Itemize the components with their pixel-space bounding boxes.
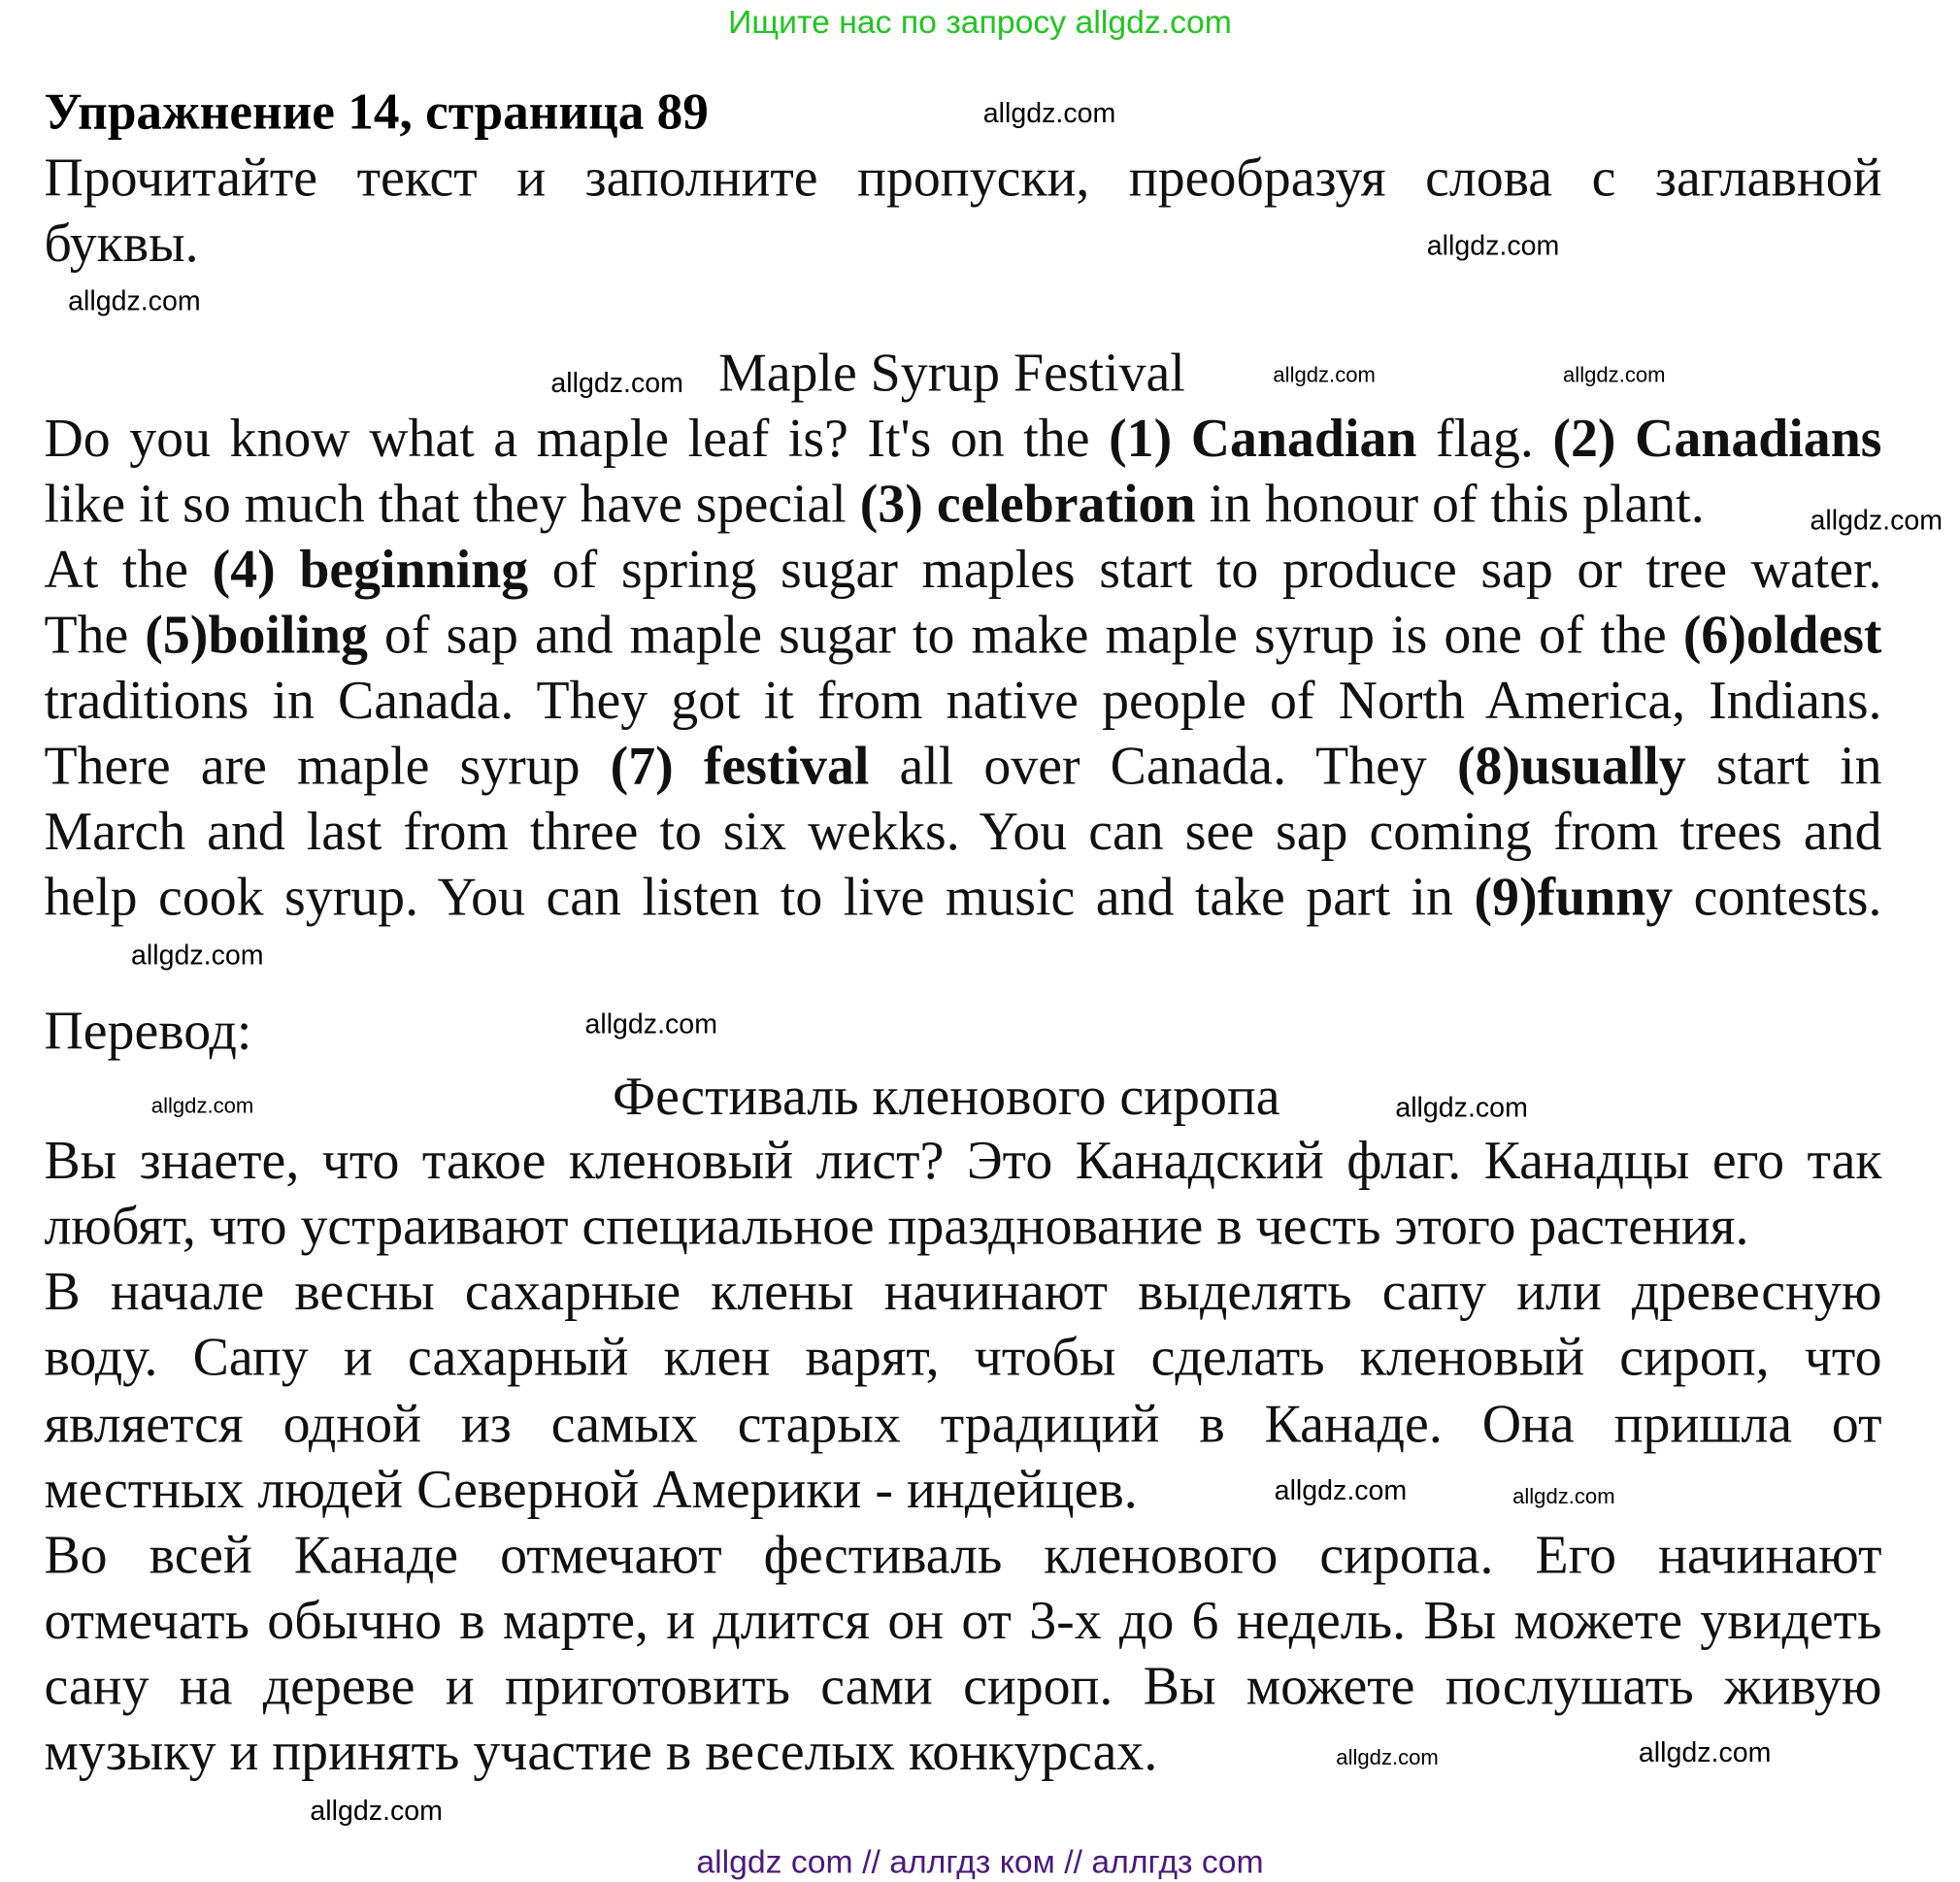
- text-segment: любят, что устраивают специальное празднование в честь этого растения.: [44, 1197, 1749, 1257]
- text-segment: В начале весны сахарные клены начинают выделять сапу или древесную: [44, 1262, 1882, 1323]
- english-line: [44, 604, 1881, 670]
- russian-heading: Фестиваль кленового сиропа: [613, 1067, 1280, 1127]
- english-line: [44, 473, 1704, 539]
- russian-line: [44, 1524, 1881, 1590]
- text-segment: музыку и принять участие в веселых конкурсах.: [44, 1722, 1158, 1782]
- russian-line: [44, 1326, 1881, 1392]
- answer-word: (1) Canadian: [1109, 409, 1417, 470]
- text-segment: like it so much that they have special: [44, 475, 860, 535]
- text-segment: of sap and maple sugar to make maple syrup is one of the: [367, 606, 1683, 666]
- english-line: [44, 669, 1881, 735]
- watermark: allgdz.com: [1274, 1474, 1408, 1506]
- watermark: allgdz.com: [1273, 362, 1376, 387]
- text-segment: является одной из самых старых традиций в Канаде. Она пришла от: [44, 1395, 1882, 1455]
- text-segment: At the: [44, 541, 213, 601]
- text-segment: отмечать обычно в марте, и длится он от 3-х до 6 недель. Вы можете увидеть: [44, 1591, 1882, 1651]
- text-segment: start in: [1685, 737, 1882, 797]
- russian-line: [44, 1458, 1137, 1524]
- watermark: allgdz.com: [1512, 1484, 1615, 1509]
- english-line: [44, 866, 1881, 932]
- text-segment: буквы.: [44, 214, 199, 274]
- watermark: allgdz.com: [68, 284, 201, 316]
- answer-word: (6)oldest: [1682, 606, 1882, 666]
- text-segment: traditions in Canada. They got it from native people of North America, Indians.: [44, 672, 1882, 732]
- answer-word: (7) festival: [610, 737, 870, 797]
- answer-word: (2) Canadians: [1552, 409, 1882, 470]
- text-segment: сану на дереве и приготовить сами сироп. Вы можете послушать живую: [44, 1657, 1882, 1717]
- watermark: allgdz.com: [1563, 362, 1666, 387]
- watermark: allgdz.com: [1638, 1736, 1772, 1768]
- watermark: allgdz.com: [1810, 504, 1943, 536]
- watermark: allgdz.com: [131, 939, 264, 971]
- russian-line: [44, 1393, 1881, 1459]
- footer-banner-link[interactable]: allgdz com // аллгдз ком // аллгдз com: [696, 1842, 1264, 1881]
- text-segment: The: [44, 606, 146, 666]
- text-segment: in honour of this plant.: [1195, 475, 1705, 535]
- text-segment: help cook syrup. You can listen to live music and take part in: [44, 868, 1475, 928]
- text-segment: Во всей Канаде отмечают фестиваль кленового сиропа. Его начинают: [44, 1526, 1882, 1586]
- answer-word: (8)usually: [1456, 737, 1686, 797]
- text-segment: воду. Сапу и сахарный клен варят, чтобы сделать кленовый сироп, что: [44, 1328, 1882, 1388]
- text-segment: Do you know what a maple leaf is? It's on the: [44, 409, 1110, 470]
- russian-line: [44, 1129, 1881, 1195]
- watermark: allgdz.com: [1336, 1745, 1439, 1769]
- answer-word: (3) celebration: [859, 475, 1196, 535]
- watermark: allgdz.com: [150, 1094, 254, 1118]
- answer-word: (4) beginning: [212, 541, 529, 601]
- russian-line: [44, 1195, 1748, 1261]
- instruction-line: [44, 147, 1881, 213]
- watermark: allgdz.com: [584, 1007, 717, 1040]
- english-line: [44, 538, 1881, 604]
- english-heading: Maple Syrup Festival: [718, 344, 1185, 404]
- instruction-line: [44, 212, 198, 278]
- russian-line: [44, 1260, 1881, 1326]
- watermark: allgdz.com: [982, 96, 1116, 129]
- exercise-title: Упражнение 14, страница 89: [44, 82, 709, 141]
- watermark: allgdz.com: [1395, 1091, 1528, 1123]
- translation-label: Перевод:: [44, 1002, 252, 1062]
- text-segment: Вы знаете, что такое кленовый лист? Это Канадский флаг. Канадцы его так: [44, 1131, 1882, 1191]
- text-segment: flag.: [1416, 409, 1553, 470]
- answer-word: (5)boiling: [145, 606, 368, 666]
- text-segment: Прочитайте текст и заполните пропуски, преобразуя слова с заглавной: [44, 149, 1882, 209]
- watermark: allgdz.com: [550, 366, 683, 399]
- text-segment: contests.: [1673, 868, 1882, 928]
- russian-line: [44, 1655, 1881, 1721]
- watermark: allgdz.com: [310, 1794, 443, 1827]
- text-segment: of spring sugar maples start to produce sap or tree water.: [528, 541, 1882, 601]
- text-segment: March and last from three to six wekks. You can see sap coming from trees and: [44, 803, 1882, 863]
- text-segment: all over Canada. They: [869, 737, 1457, 797]
- english-line: [44, 735, 1881, 801]
- text-segment: местных людей Северной Америки - индейцев.: [44, 1460, 1138, 1520]
- english-line: [44, 407, 1881, 473]
- header-banner-link[interactable]: Ищите нас по запросу allgdz.com: [728, 2, 1232, 41]
- russian-line: [44, 1589, 1881, 1655]
- answer-word: (9)funny: [1474, 868, 1674, 928]
- text-segment: There are maple syrup: [44, 737, 611, 797]
- english-line: [44, 800, 1881, 866]
- watermark: allgdz.com: [1426, 229, 1560, 261]
- russian-line: [44, 1720, 1157, 1786]
